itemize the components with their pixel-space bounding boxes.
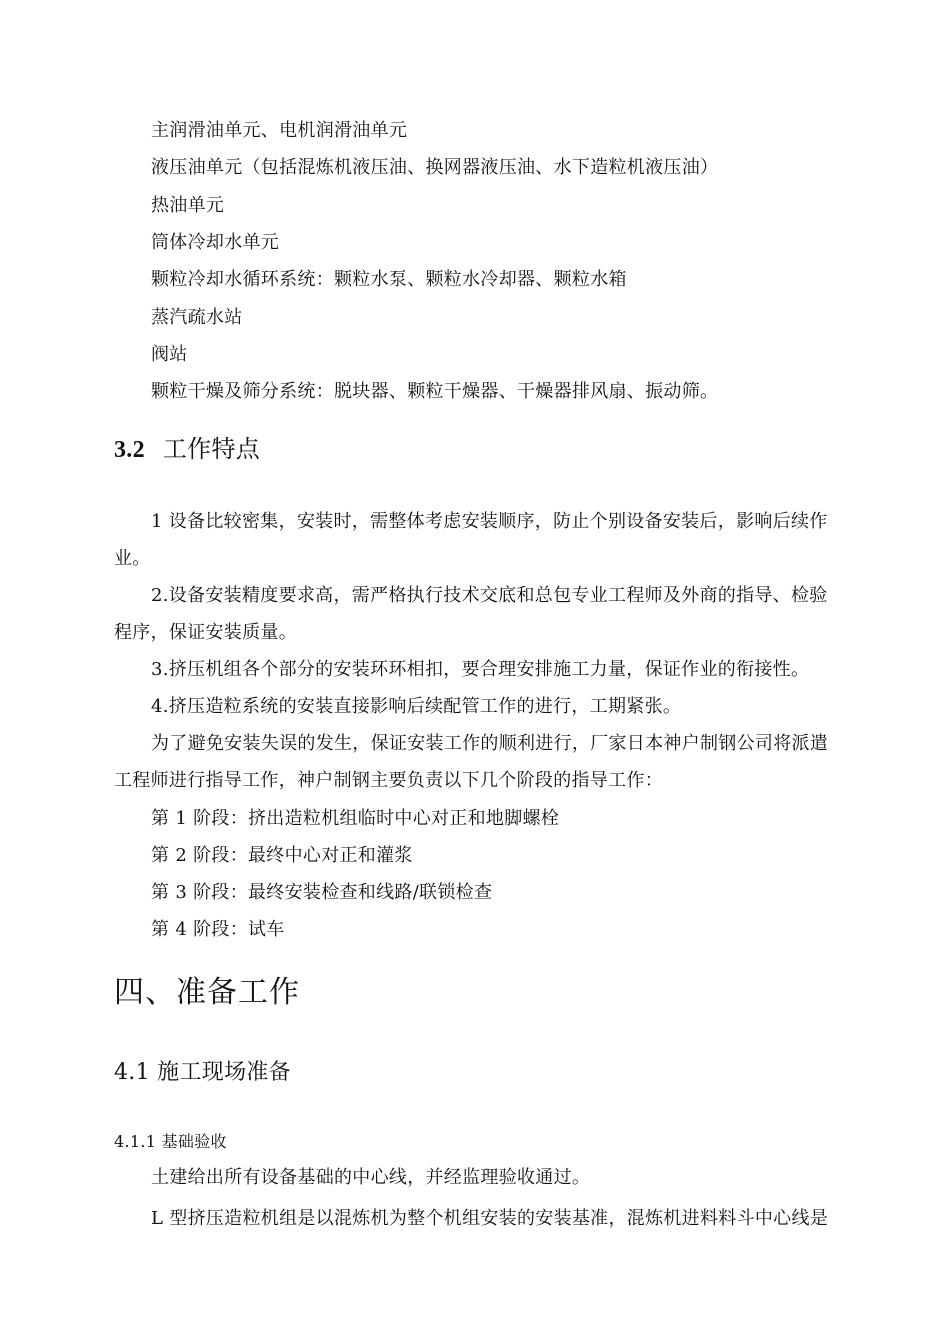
subsection-heading-4-1-1: 4.1.1 基础验收: [114, 1132, 227, 1151]
list-item: 阀站: [151, 344, 188, 365]
section-heading-4-1: 4.1 施工现场准备: [114, 1060, 291, 1085]
list-item: 热油单元: [151, 195, 225, 216]
section-title: 工作特点: [162, 435, 261, 463]
section-heading-3-2: [114, 434, 260, 465]
list-item: 筒体冷却水单元: [151, 232, 280, 253]
section-number: 3.2: [114, 437, 145, 463]
list-item: 颗粒干燥及筛分系统：脱块器、颗粒干燥器、干燥器排风扇、振动筛。: [151, 381, 719, 402]
paragraph-line: 业。: [114, 548, 151, 569]
paragraph-line: 为了避免安装失误的发生，保证安装工作的顺利进行，厂家日本神户制钢公司将派遣: [151, 733, 829, 754]
paragraph-line: L 型挤压造粒机组是以混炼机为整个机组安装的安装基准，混炼机进料料斗中心线是: [151, 1208, 829, 1229]
list-item: 蒸汽疏水站: [151, 307, 243, 328]
stage-item: 第 2 阶段：最终中心对正和灌浆: [151, 845, 413, 866]
paragraph-line: 4.挤压造粒系统的安装直接影响后续配管工作的进行，工期紧张。: [151, 696, 682, 717]
paragraph-line: 工程师进行指导工作，神户制钢主要负责以下几个阶段的指导工作：: [114, 770, 663, 791]
list-item: 液压油单元（包括混炼机液压油、换网器液压油、水下造粒机液压油）: [151, 157, 719, 178]
stage-item: 第 3 阶段：最终安装检查和线路/联锁检查: [151, 882, 493, 903]
chapter-heading: 四、准备工作: [114, 975, 300, 1010]
paragraph-line: 程序，保证安装质量。: [114, 622, 297, 643]
list-item: 颗粒冷却水循环系统：颗粒水泵、颗粒水冷却器、颗粒水箱: [151, 269, 627, 290]
paragraph-line: 2.设备安装精度要求高，需严格执行技术交底和总包专业工程师及外商的指导、检验: [151, 585, 828, 606]
stage-item: 第 1 阶段：挤出造粒机组临时中心对正和地脚螺栓: [151, 808, 560, 829]
paragraph-line: 土建给出所有设备基础的中心线，并经监理验收通过。: [151, 1167, 591, 1188]
list-item: 主润滑油单元、电机润滑油单元: [151, 120, 408, 141]
stage-item: 第 4 阶段：试车: [151, 919, 285, 940]
paragraph-line: 3.挤压机组各个部分的安装环环相扣，要合理安排施工力量，保证作业的衔接性。: [151, 659, 810, 680]
paragraph-line: 1 设备比较密集，安装时，需整体考虑安装顺序，防止个别设备安装后，影响后续作: [151, 511, 828, 532]
